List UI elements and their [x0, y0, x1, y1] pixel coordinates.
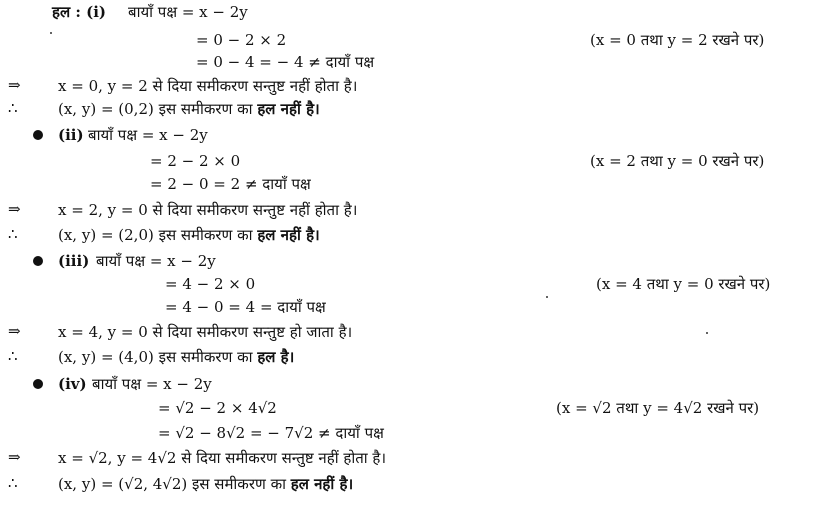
part-ii-note: (x = 2 तथा y = 0 रखने पर) — [590, 152, 765, 170]
part-ii-result-bold: हल नहीं है। — [257, 226, 320, 244]
part-ii-result — [58, 225, 320, 245]
part-iii-label: (iii) — [58, 252, 90, 270]
part-i-conclusion: x = 0, y = 2 से दिया समीकरण सन्तुष्ट नहीं होता है। — [58, 77, 358, 95]
bullet-iii — [33, 256, 43, 266]
part-i-step2: = 0 − 4 = − 4 ≠ दायाँ पक्ष — [196, 53, 375, 71]
part-iii-result-prefix: (x, y) = (4,0) इस समीकरण का — [58, 348, 258, 366]
scan-speck — [546, 296, 548, 298]
part-iv-note: (x = √2 तथा y = 4√2 रखने पर) — [556, 399, 760, 417]
part-iv-lhs: बायाँ पक्ष = x − 2y — [92, 375, 212, 393]
part-ii-conclusion: x = 2, y = 0 से दिया समीकरण सन्तुष्ट नहीं होता है। — [58, 201, 358, 219]
part-iv-result-bold: हल नहीं है। — [290, 475, 354, 493]
therefore-symbol: ∴ — [8, 474, 18, 492]
therefore-symbol: ∴ — [8, 347, 18, 365]
part-iv-conclusion: x = √2, y = 4√2 से दिया समीकरण सन्तुष्ट नहीं होता है। — [58, 449, 387, 467]
part-ii-step1: = 2 − 2 × 0 — [150, 152, 241, 170]
part-i-result — [58, 99, 320, 119]
part-iii-result-bold: हल है। — [257, 348, 295, 366]
part-ii-lhs: बायाँ पक्ष = x − 2y — [88, 126, 208, 144]
part-i-result-prefix: (x, y) = (0,2) इस समीकरण का — [58, 100, 258, 118]
part-ii-label: (ii) — [58, 126, 84, 144]
part-i-result-bold: हल नहीं है। — [257, 100, 320, 118]
scan-speck — [706, 332, 708, 334]
part-iii-result — [58, 347, 294, 367]
part-iii-step2: = 4 − 0 = 4 = दायाँ पक्ष — [165, 298, 326, 316]
therefore-symbol: ∴ — [8, 225, 18, 243]
part-iv-result-prefix: (x, y) = (√2, 4√2) इस समीकरण का — [58, 475, 291, 493]
therefore-symbol: ∴ — [8, 99, 18, 117]
implies-symbol: ⇒ — [8, 76, 21, 94]
part-ii-result-prefix: (x, y) = (2,0) इस समीकरण का — [58, 226, 258, 244]
scan-speck — [50, 32, 52, 34]
part-iii-note: (x = 4 तथा y = 0 रखने पर) — [596, 275, 771, 293]
part-iv-label: (iv) — [58, 375, 87, 393]
part-iv-result — [58, 474, 353, 494]
part-ii-step2: = 2 − 0 = 2 ≠ दायाँ पक्ष — [150, 175, 311, 193]
part-iii-step1: = 4 − 2 × 0 — [165, 275, 256, 293]
part-iii-conclusion: x = 4, y = 0 से दिया समीकरण सन्तुष्ट हो जाता है। — [58, 323, 353, 341]
implies-symbol: ⇒ — [8, 448, 21, 466]
part-iv-step2: = √2 − 8√2 = − 7√2 ≠ दायाँ पक्ष — [158, 424, 384, 442]
implies-symbol: ⇒ — [8, 200, 21, 218]
part-iii-lhs: बायाँ पक्ष = x − 2y — [96, 252, 216, 270]
implies-symbol: ⇒ — [8, 322, 21, 340]
part-i-note: (x = 0 तथा y = 2 रखने पर) — [590, 31, 765, 49]
part-i-lhs: बायाँ पक्ष = x − 2y — [128, 3, 248, 21]
part-i-step1: = 0 − 2 × 2 — [196, 31, 287, 49]
bullet-ii — [33, 130, 43, 140]
bullet-iv — [33, 379, 43, 389]
part-iv-step1: = √2 − 2 × 4√2 — [158, 399, 277, 417]
part-i-label: हल : (i) — [52, 3, 107, 21]
